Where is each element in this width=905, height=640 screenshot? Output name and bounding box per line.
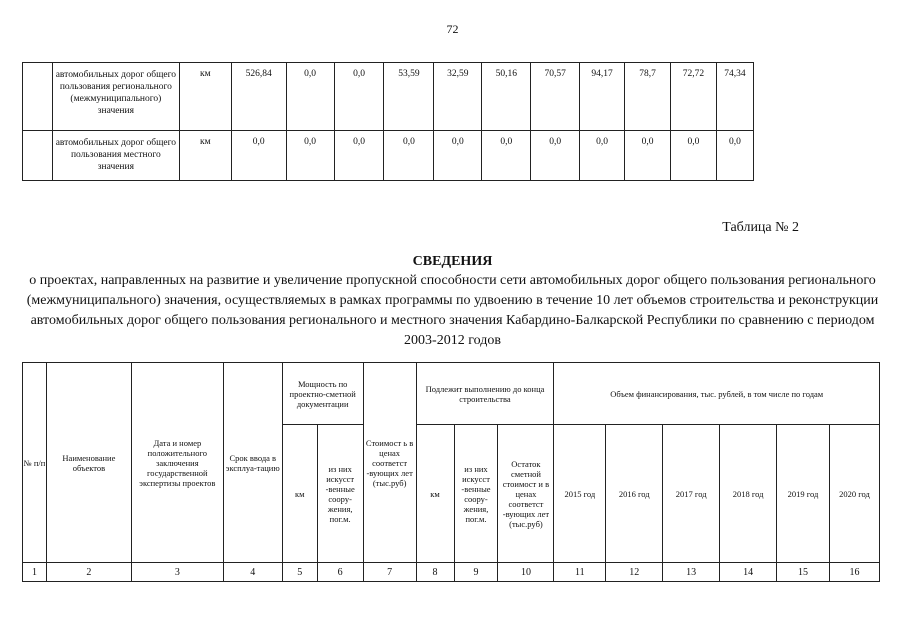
value-cell: 0,0 [671, 131, 717, 181]
value-cell: 0,0 [625, 131, 671, 181]
value-cell: 526,84 [231, 63, 286, 131]
header-term: Срок ввода в эксплуа-тацию [223, 363, 282, 563]
header-year: 2016 год [606, 425, 663, 563]
column-number: 8 [416, 563, 454, 582]
header-cost: Стоимост ь в ценах соответст -вующих лет (тыс.руб) [363, 363, 416, 563]
table-row [23, 63, 754, 131]
header-year: 2019 год [777, 425, 830, 563]
value-cell: 70,57 [531, 63, 580, 131]
header-todo-km: км [416, 425, 454, 563]
column-number: 6 [317, 563, 363, 582]
header-row [23, 363, 880, 425]
value-cell: 0,0 [531, 131, 580, 181]
top-table [22, 62, 754, 181]
column-number: 5 [282, 563, 317, 582]
header-finance: Объем финансирования, тыс. рублей, в том числе по годам [554, 363, 880, 425]
header-capacity: Мощность по проектно-сметной документации [282, 363, 363, 425]
value-cell: 0,0 [482, 131, 531, 181]
header-todo: Подлежит выполнению до конца строительства [416, 363, 554, 425]
projects-table [22, 362, 880, 582]
header-year: 2020 год [829, 425, 879, 563]
value-cell: 50,16 [482, 63, 531, 131]
header-year: 2018 год [720, 425, 777, 563]
column-number: 10 [498, 563, 554, 582]
table-label: Таблица № 2 [722, 220, 799, 235]
value-cell: 0,0 [286, 63, 334, 131]
value-cell: 0,0 [231, 131, 286, 181]
value-cell: 0,0 [286, 131, 334, 181]
value-cell: 0,0 [434, 131, 482, 181]
header-cap-km: км [282, 425, 317, 563]
value-cell: 53,59 [384, 63, 434, 131]
unit-cell: км [179, 131, 231, 181]
column-number: 3 [131, 563, 223, 582]
unit-cell: км [179, 63, 231, 131]
value-cell: 0,0 [334, 63, 384, 131]
header-name: Наименование объектов [46, 363, 131, 563]
document-title: СВЕДЕНИЯ [412, 254, 493, 269]
value-cell: 0,0 [716, 131, 753, 181]
header-todo-art: из них искусст -венные соору-жения, пог.м. [454, 425, 498, 563]
row-number-cell [23, 63, 53, 131]
header-year: 2015 год [554, 425, 606, 563]
value-cell: 0,0 [334, 131, 384, 181]
header-todo-rest: Остаток сметной стоимост и в ценах соответст -вующих лет (тыс.руб) [498, 425, 554, 563]
value-cell: 0,0 [384, 131, 434, 181]
header-num: № п/п [23, 363, 47, 563]
column-number: 12 [606, 563, 663, 582]
column-number: 16 [829, 563, 879, 582]
column-number: 9 [454, 563, 498, 582]
column-number: 15 [777, 563, 830, 582]
column-number: 14 [720, 563, 777, 582]
header-cap-art: из них искусст -венные соору-жения, пог.м. [317, 425, 363, 563]
header-date: Дата и номер положительного заключения государственной экспертизы проектов [131, 363, 223, 563]
column-number: 13 [663, 563, 720, 582]
value-cell: 74,34 [716, 63, 753, 131]
document-subtitle: о проектах, направленных на развитие и увеличение пропускной способности сети автомобильных дорог общего пользования регионального (межмуниципального) значения, осуществляемых в рамках программы по удвоению в течение 10 лет объемов строительства и реконструкции автомобильных дорог общего пользования регионального и местного значения Кабардино-Балкарской Республики по сравнению с периодом 2003-2012 годов [26, 273, 879, 348]
road-type-cell: автомобильных дорог общего пользования регионального (межмуниципального) значения [52, 63, 179, 131]
value-cell: 78,7 [625, 63, 671, 131]
value-cell: 0,0 [580, 131, 625, 181]
column-number: 2 [46, 563, 131, 582]
page-number: 72 [446, 22, 459, 36]
column-number: 4 [223, 563, 282, 582]
value-cell: 32,59 [434, 63, 482, 131]
road-type-cell: автомобильных дорог общего пользования местного значения [52, 131, 179, 181]
column-number: 1 [23, 563, 47, 582]
value-cell: 72,72 [671, 63, 717, 131]
table-row [23, 131, 754, 181]
column-number-row [23, 563, 880, 582]
header-year: 2017 год [663, 425, 720, 563]
row-number-cell [23, 131, 53, 181]
column-number: 11 [554, 563, 606, 582]
value-cell: 94,17 [580, 63, 625, 131]
column-number: 7 [363, 563, 416, 582]
